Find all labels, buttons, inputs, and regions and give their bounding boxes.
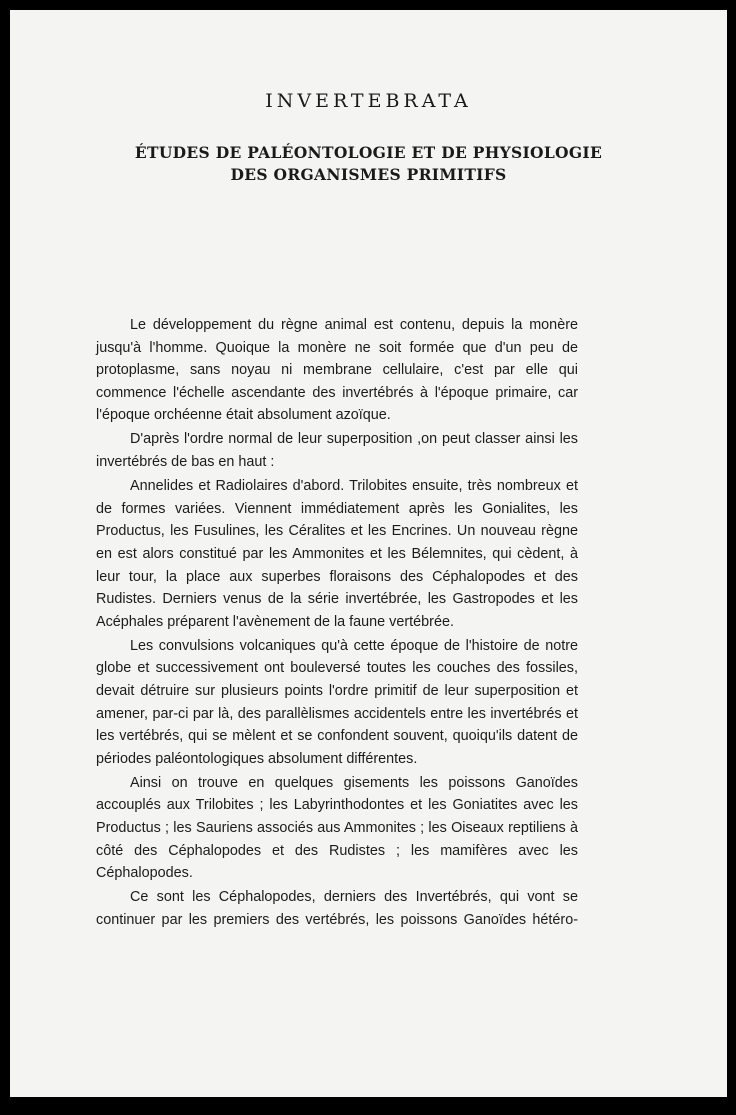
paragraph: D'après l'ordre normal de leur superposition ,on peut classer ainsi les invertébrés de bas en haut : — [96, 431, 578, 471]
main-title — [10, 142, 727, 186]
paragraph: Ainsi on trouve en quelques gisements les poissons Ganoïdes accouplés aux Trilobites ; les Labyrinthodontes et les Goniatites avec les Productus ; les Sauriens associés aus Ammonites ; les Oiseaux reptiliens à côté des Céphalopodes et des Rudistes ; les mamifères avec les Céphalopodes. — [96, 774, 578, 882]
page — [10, 10, 727, 1097]
paragraph: Annelides et Radiolaires d'abord. Trilobites ensuite, très nombreux et de formes variées. Viennent immédiatement après les Gonialites, les Productus, les Fusulines, les Céralites et les Encrines. Un nouveau règne en est alors constitué par les Ammonites et les Bélemnites, qui cèdent, à leur tour, la place aux superbes floraisons des Céphalopodes et des Rudistes. Derniers venus de la série invertébrée, les Gastropodes et les Acéphales préparent l'avènement de la faune vertébrée. — [96, 478, 578, 630]
main-title-line-1: ÉTUDES DE PALÉONTOLOGIE ET DE PHYSIOLOGIE — [134, 143, 603, 162]
running-title: INVERTEBRATA — [265, 90, 472, 112]
paragraph: Le développement du règne animal est contenu, depuis la monère jusqu'à l'homme. Quoique la monère ne soit formée que d'un peu de protoplasme, sans noyau ni membrane cellulaire, c'est par elle qui commence l'échelle ascendante des invertébrés à l'époque primaire, car l'époque orchéenne était absolument azoïque. — [96, 317, 578, 424]
paragraph: Les convulsions volcaniques qu'à cette époque de l'histoire de notre globe et successivement ont bouleversé toutes les couches des fossiles, devait détruire sur plusieurs points l'ordre primitif de leur superposition et amener, par-ci par là, des parallèlismes accidentels entre les invertébrés et les vertébrés, qui se mèlent et se confondent souvent, quoiqu'ils datent de périodes paléontologiques absolument différentes. — [96, 637, 578, 767]
paragraph: Ce sont les Céphalopodes, derniers des Invertébrés, qui vont se continuer par les premiers des vertébrés, les poissons Ganoïdes hétéro- — [96, 889, 578, 928]
body-text — [96, 314, 578, 933]
main-title-line-2: DES ORGANISMES PRIMITIFS — [230, 165, 507, 184]
